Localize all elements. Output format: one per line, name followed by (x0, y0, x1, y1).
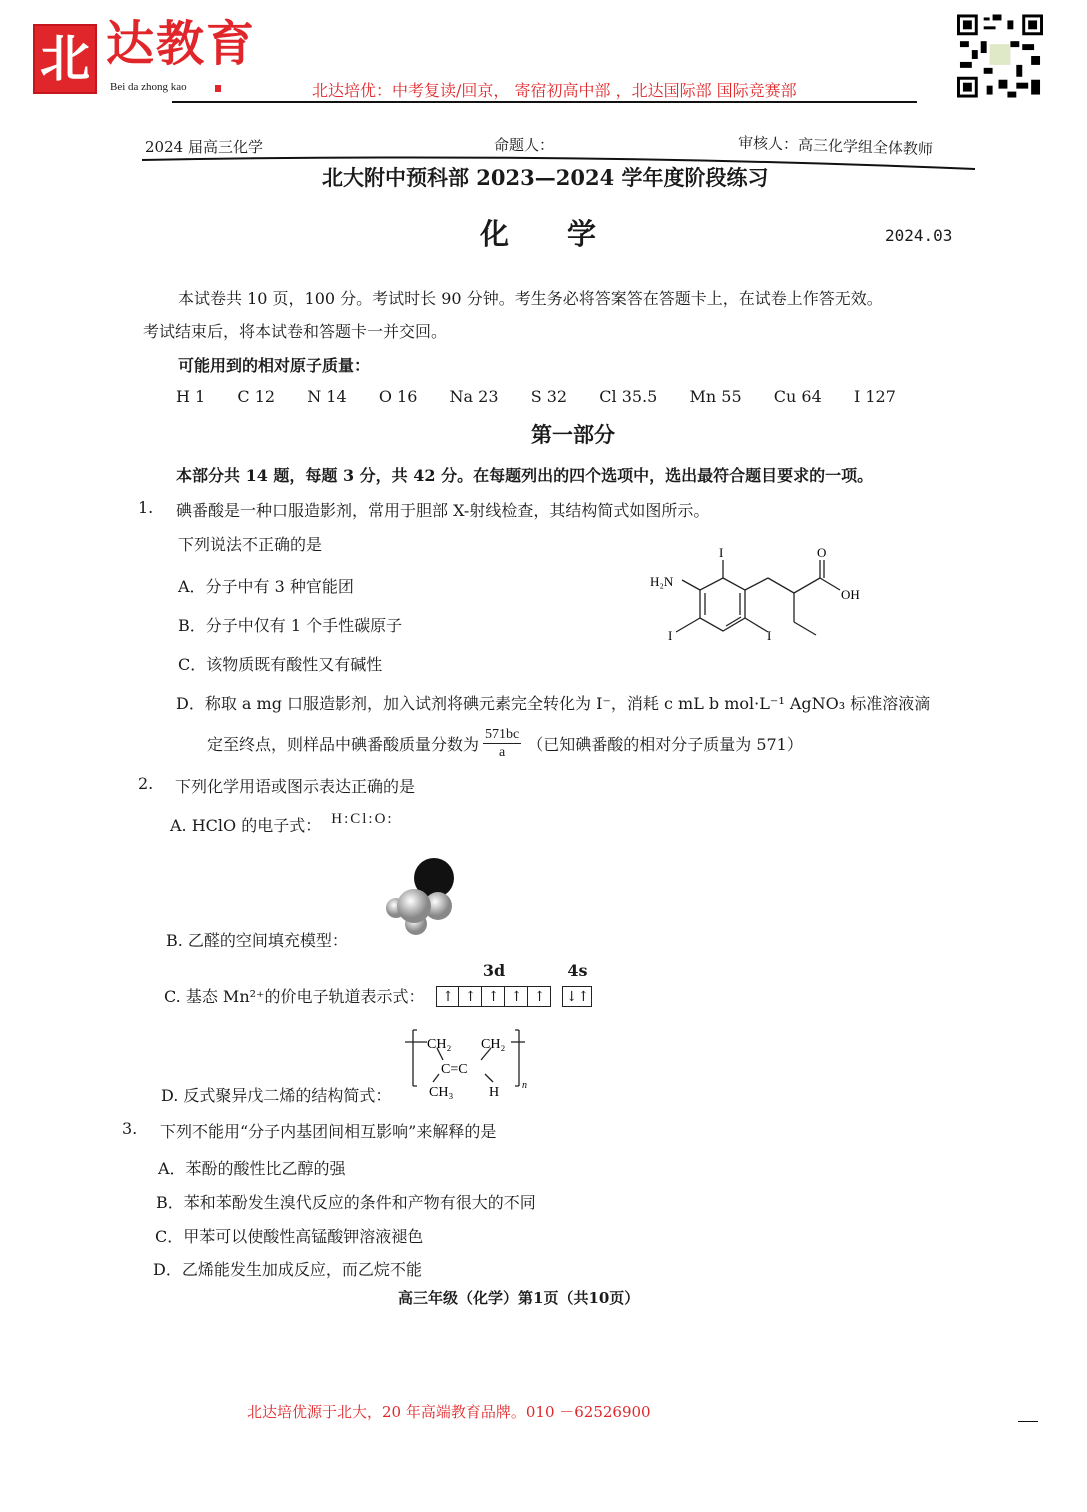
ch2-label: CH₂ (427, 1037, 452, 1052)
fraction-denominator: a (499, 745, 506, 760)
orbital-box: ↑ (436, 986, 459, 1007)
repeat-n-label: n (522, 1080, 528, 1091)
ch3-label: CH₃ (429, 1085, 454, 1100)
hydroxyl-label: OH (841, 587, 860, 602)
question-stem: 碘番酸是一种口服造影剂，常用于胆部 X-射线检查，其结构简式如图所示。 (176, 501, 710, 520)
iodine-label: I (767, 628, 772, 643)
option-a: A. HClO 的电子式： (170, 816, 322, 835)
exam-title: 北大附中预科部 2023—2024 学年度阶段练习 (322, 165, 769, 190)
option-b: B. 乙醛的空间填充模型： (166, 931, 348, 950)
option-b: B．苯和苯酚发生溴代反应的条件和产物有很大的不同 (156, 1193, 536, 1212)
orbital-4s-label: 4s (567, 961, 588, 980)
reviewer-label: 审核人：高三化学组全体教师 (737, 133, 934, 159)
brand-logo: 北 (33, 24, 97, 94)
brand-dot (215, 85, 221, 92)
orbital-4s-boxes (562, 986, 592, 1007)
acetaldehyde-model (378, 858, 460, 940)
atomic-mass: Cl 35.5 (599, 387, 658, 406)
orbital-3d-label: 3d (482, 961, 506, 980)
option-a: A．苯酚的酸性比乙醇的强 (158, 1159, 346, 1178)
option-c: C．该物质既有酸性又有碱性 (178, 655, 383, 674)
author-label: 命题人： (494, 136, 555, 154)
atomic-mass: Mn 55 (689, 387, 742, 406)
fraction (483, 726, 521, 761)
instruction-line: 考试结束后，将本试卷和答题卡一并交回。 (143, 322, 448, 341)
orbital-box: ↑ (482, 986, 505, 1007)
scan-mark (1018, 1421, 1038, 1422)
option-c: C．甲苯可以使酸性高锰酸钾溶液褪色 (155, 1227, 424, 1246)
ch2-label: CH₂ (481, 1037, 506, 1052)
atomic-mass: I 127 (853, 387, 896, 406)
part-note: 本部分共 14 题，每题 3 分，共 42 分。在每题列出的四个选项中，选出最符合题目要求的一项。 (176, 466, 874, 485)
iodine-label: I (668, 628, 673, 643)
orbital-3d-group (436, 960, 551, 1007)
question-number: 2. (138, 774, 154, 793)
orbital-box: ↓↑ (562, 986, 592, 1007)
atomic-mass: O 16 (378, 387, 418, 406)
option-c: C. 基态 Mn²⁺的价电子轨道表示式： (164, 987, 425, 1006)
h-label: H (489, 1085, 500, 1100)
option-d-row (161, 1024, 531, 1104)
brand-logo-subtitle: Bei da zhong kao (110, 81, 187, 93)
part-title: 第一部分 (531, 422, 615, 447)
option-d-cont-row (207, 726, 803, 761)
option-d-cont: 定至终点，则样品中碘番酸质量分数为 (207, 735, 480, 754)
question-number: 3. (122, 1119, 138, 1138)
option-d: D. 反式聚异戊二烯的结构简式： (161, 1086, 392, 1105)
atomic-mass-list (176, 387, 896, 406)
brand-logo-text: 达教育 (106, 16, 257, 72)
question-number: 1. (138, 498, 154, 517)
question-stem: 下列不能用“分子内基团间相互影响”来解释的是 (160, 1122, 497, 1141)
electron-formula: H:Cl:O: (331, 811, 394, 827)
amino-label: H₂N (650, 574, 674, 589)
option-a-row (170, 811, 394, 838)
subject-title: 化 学 (480, 217, 597, 251)
atomic-mass: C 12 (237, 387, 276, 406)
fraction-numerator: 571bc (485, 727, 520, 742)
exam-date: 2024.03 (885, 226, 953, 245)
orbital-box: ↑ (505, 986, 528, 1007)
orbital-4s-group (562, 960, 592, 1007)
question-stem: 下列化学用语或图示表达正确的是 (175, 777, 416, 796)
double-bond-label: C=C (441, 1062, 469, 1077)
oxygen-label: O (817, 545, 827, 560)
polyisoprene-structure (401, 1024, 531, 1104)
orbital-box: ↑ (528, 986, 551, 1007)
grade-label: 2024 届高三化学 (145, 138, 263, 156)
atomic-mass: N 14 (307, 387, 347, 406)
atomic-mass-label: 可能用到的相对原子质量： (178, 356, 371, 375)
orbital-box: ↑ (459, 986, 482, 1007)
qr-code-icon (957, 14, 1043, 98)
question-substem: 下列说法不正确的是 (178, 535, 323, 554)
orbital-3d-boxes (436, 986, 551, 1007)
brand-footer-ad: 北达培优源于北大，20 年高端教育品牌。010 －62526900 (247, 1403, 651, 1421)
iopanoic-acid-structure (640, 540, 880, 650)
option-b: B．分子中仅有 1 个手性碳原子 (178, 616, 403, 635)
header-divider (172, 101, 917, 103)
iodine-label: I (719, 545, 724, 560)
option-c-row (164, 960, 592, 1007)
atomic-mass: S 32 (530, 387, 568, 406)
atomic-mass: Na 23 (449, 387, 499, 406)
instruction-line: 本试卷共 10 页，100 分。考试时长 90 分钟。考生务必将答案答在答题卡上，在试卷上作答无效。 (178, 289, 883, 308)
atomic-mass: H 1 (176, 387, 206, 406)
option-d: D．乙烯能发生加成反应，而乙烷不能 (153, 1260, 422, 1279)
option-d: D．称取 a mg 口服造影剂，加入试剂将碘元素完全转化为 I⁻，消耗 c mL b mol·L⁻¹ AgNO₃ 标准溶液滴 (176, 694, 931, 713)
option-d-note: （已知碘番酸的相对分子质量为 571） (527, 735, 803, 754)
page-footer: 高三年级（化学）第1页（共10页） (398, 1289, 640, 1307)
brand-tagline: 北达培优：中考复读/回京， 寄宿初高中部 ，北达国际部 国际竞赛部 (312, 81, 797, 100)
atomic-mass: Cu 64 (773, 387, 822, 406)
option-a: A．分子中有 3 种官能团 (178, 577, 354, 596)
